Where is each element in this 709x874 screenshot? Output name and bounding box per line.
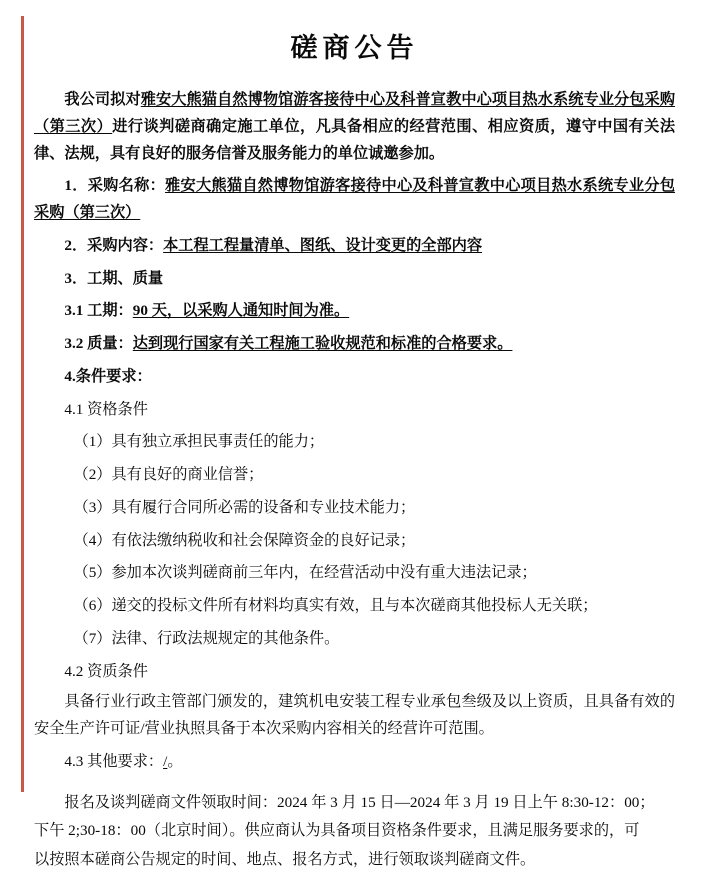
section-duration	[34, 298, 675, 325]
list-item: （1）具有独立承担民事责任的能力；	[73, 433, 325, 451]
list-item: （7）法律、行政法规规定的其他条件。	[73, 629, 340, 647]
list-item: （5）参加本次谈判磋商前三年内，在经营活动中没有重大违法记录；	[73, 564, 537, 582]
section-quality-value: 达到现行国家有关工程施工验收规范和标准的合格要求。	[132, 335, 513, 352]
section-purchase-content-value: 本工程工程量清单、图纸、设计变更的全部内容	[163, 236, 483, 254]
intro-suffix: 进行谈判磋商确定施工单位，凡具备相应的经营范围、相应资质，遵守中国有关法律、法规，具有良好的服务信誉及服务能力的单位诚邀参加。	[34, 117, 676, 162]
registration-line-2: 下午 2;30-18：00（北京时间）。供应商认为具备项目资格条件要求，且满足服务要求的，可	[34, 822, 640, 840]
credentials-body: 具备行业行政主管部门颁发的，建筑机电安装工程专业承包叁级及以上资质，且具备有效的安全生产许可证/营业执照具备于本次采购内容相关的经营许可范围。	[34, 693, 675, 737]
section-purchase-name	[34, 173, 675, 227]
list-item: （6）递交的投标文件所有材料均真实有效，且与本次磋商其他投标人无关联；	[73, 597, 598, 614]
section-quality-label: 3.2 质量：	[64, 335, 133, 352]
section-purchase-content	[34, 233, 675, 260]
intro-prefix: 我公司拟对	[64, 91, 141, 108]
list-item: （4）有依法缴纳税收和社会保障资金的良好记录；	[73, 531, 416, 549]
section-purchase-name-value: 雅安大熊猫自然博物馆游客接待中心及科普宣教中心项目热水系统专业分包采购（第三次）	[34, 177, 676, 221]
qualification-heading: 4.1 资格条件	[64, 400, 148, 418]
registration-line-3: 以按照本磋商公告规定的时间、地点、报名方式，进行领取谈判磋商文件。	[34, 851, 536, 868]
section-purchase-content-label: 2．采购内容：	[64, 236, 164, 254]
other-requirements-suffix: 。	[167, 752, 183, 770]
other-requirements-label: 4.3 其他要求：	[64, 752, 164, 770]
document-body	[34, 87, 675, 874]
left-margin-rule	[21, 16, 24, 792]
section-duration-value: 90 天，以采购人通知时间为准。	[132, 302, 350, 320]
section-duration-quality	[34, 266, 675, 293]
section-conditions-label: 4.条件要求：	[64, 367, 152, 385]
credentials-heading: 4.2 资质条件	[64, 662, 148, 680]
intro-paragraph	[34, 87, 675, 167]
section-duration-label: 3.1 工期：	[64, 302, 133, 320]
intro-project-name: 雅安大熊猫自然博物馆游客接待中心及科普宣教中心项目热水系统专业分包采购（第三次）	[34, 91, 676, 135]
page-title: 磋商公告	[290, 33, 419, 63]
other-requirements	[34, 749, 675, 776]
document-page	[0, 16, 709, 868]
section-duration-quality-label: 3．工期、质量	[64, 269, 164, 287]
list-item: （2）具有良好的商业信誉；	[73, 466, 264, 483]
section-conditions	[34, 364, 675, 391]
section-quality	[34, 331, 675, 358]
section-purchase-name-label: 1．采购名称：	[64, 177, 166, 195]
list-item: （3）具有履行合同所必需的设备和专业技术能力；	[73, 498, 416, 516]
other-requirements-value: /	[163, 752, 168, 770]
registration-line-1: 报名及谈判磋商文件领取时间：2024 年 3 月 15 日—2024 年 3 月 19 日上午 8:30-12：00；	[64, 793, 655, 811]
